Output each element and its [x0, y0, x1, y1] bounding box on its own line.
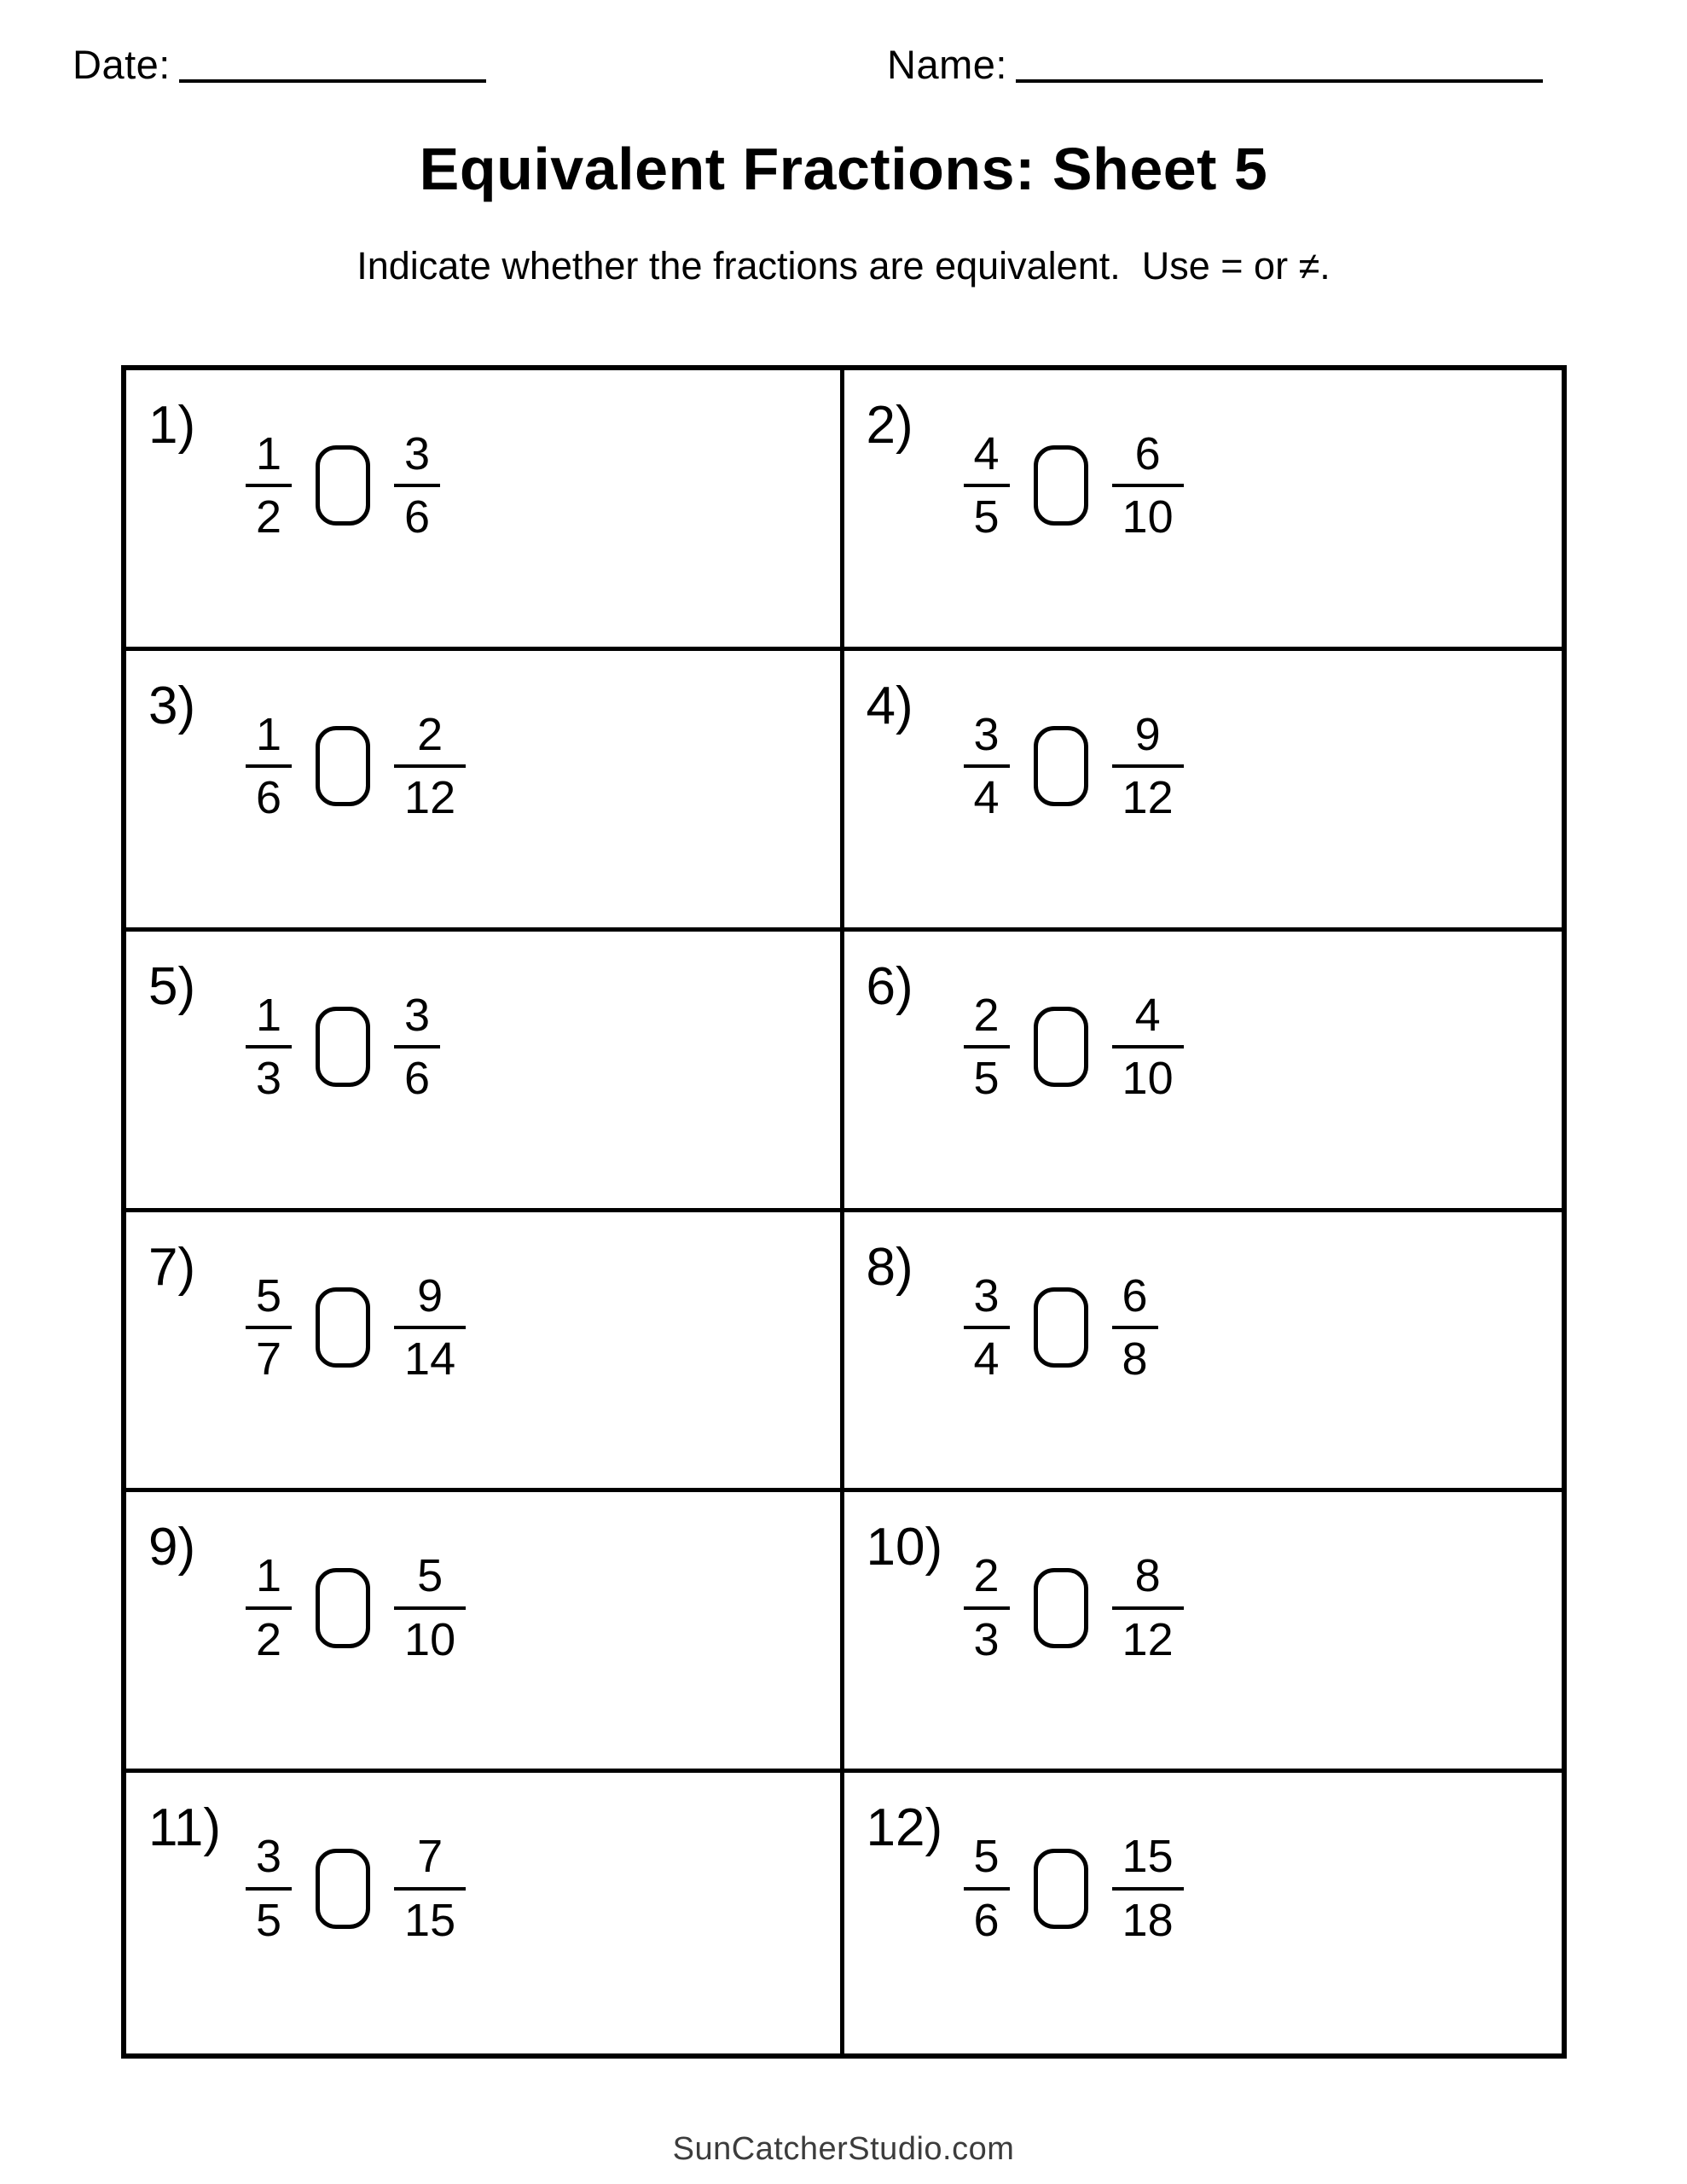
right-fraction-denominator: 12	[1122, 1613, 1174, 1665]
left-fraction	[246, 1550, 292, 1665]
left-fraction-denominator: 3	[256, 1053, 282, 1105]
right-fraction-numerator: 3	[394, 428, 440, 487]
problem-number: 12)	[866, 1798, 943, 1858]
left-fraction-denominator: 3	[973, 1613, 1000, 1665]
problem-cell-6	[844, 932, 1562, 1212]
answer-box[interactable]	[316, 726, 370, 806]
problem-cell-5	[126, 932, 844, 1212]
problem-cell-7	[126, 1212, 844, 1493]
right-fraction	[1112, 709, 1184, 824]
answer-box[interactable]	[1034, 445, 1088, 526]
right-fraction-numerator: 2	[394, 709, 466, 768]
left-fraction-denominator: 5	[973, 1053, 1000, 1105]
right-fraction-numerator: 9	[394, 1270, 466, 1329]
left-fraction	[964, 709, 1010, 824]
footer-credit: SunCatcherStudio.com	[672, 2131, 1015, 2167]
left-fraction-numerator: 3	[964, 1270, 1010, 1329]
problem-expression	[246, 1270, 466, 1385]
left-fraction-denominator: 7	[256, 1333, 282, 1385]
right-fraction	[394, 428, 440, 543]
right-fraction-numerator: 9	[1112, 709, 1184, 768]
right-fraction-numerator: 15	[1112, 1831, 1184, 1890]
answer-box[interactable]	[1034, 1287, 1088, 1368]
instructions-text: Indicate whether the fractions are equivalent. Use = or ≠.	[357, 244, 1330, 288]
page-title: Equivalent Fractions: Sheet 5	[419, 136, 1268, 202]
problem-cell-2	[844, 370, 1562, 651]
date-field	[72, 42, 486, 87]
problem-expression	[964, 1270, 1158, 1385]
problem-expression	[246, 990, 440, 1105]
right-fraction	[1112, 1831, 1184, 1946]
problem-number: 7)	[148, 1237, 196, 1297]
left-fraction-numerator: 1	[246, 709, 292, 768]
problem-cell-8	[844, 1212, 1562, 1493]
problem-expression	[246, 1550, 466, 1665]
worksheet-grid	[121, 365, 1567, 2059]
left-fraction-denominator: 5	[256, 1894, 282, 1946]
right-fraction-denominator: 12	[404, 772, 456, 824]
left-fraction-denominator: 4	[973, 772, 1000, 824]
problem-number: 2)	[866, 396, 913, 455]
left-fraction	[246, 428, 292, 543]
answer-box[interactable]	[1034, 1568, 1088, 1648]
right-fraction-denominator: 8	[1122, 1333, 1148, 1385]
left-fraction	[246, 1270, 292, 1385]
left-fraction-denominator: 6	[256, 772, 282, 824]
right-fraction-denominator: 6	[404, 491, 431, 543]
right-fraction-denominator: 15	[404, 1894, 456, 1946]
date-label: Date:	[72, 42, 171, 87]
problem-expression	[964, 428, 1184, 543]
problem-number: 3)	[148, 676, 196, 735]
problem-number: 10)	[866, 1518, 943, 1577]
left-fraction-numerator: 3	[964, 709, 1010, 768]
left-fraction	[964, 1550, 1010, 1665]
right-fraction	[1112, 1270, 1158, 1385]
right-fraction	[1112, 990, 1184, 1105]
name-line[interactable]	[1016, 79, 1543, 83]
right-fraction-denominator: 10	[1122, 491, 1174, 543]
problem-cell-11	[126, 1773, 844, 2053]
answer-box[interactable]	[316, 1568, 370, 1648]
right-fraction-denominator: 10	[404, 1613, 456, 1665]
right-fraction-numerator: 5	[394, 1550, 466, 1609]
left-fraction-numerator: 4	[964, 428, 1010, 487]
problem-cell-1	[126, 370, 844, 651]
left-fraction-numerator: 1	[246, 990, 292, 1048]
problem-expression	[964, 1831, 1184, 1946]
problem-number: 6)	[866, 956, 913, 1016]
right-fraction-denominator: 6	[404, 1053, 431, 1105]
left-fraction	[246, 990, 292, 1105]
right-fraction-denominator: 10	[1122, 1053, 1174, 1105]
right-fraction	[1112, 1550, 1184, 1665]
problem-number: 9)	[148, 1518, 196, 1577]
problem-expression	[246, 709, 466, 824]
left-fraction	[246, 709, 292, 824]
left-fraction-numerator: 1	[246, 1550, 292, 1609]
problem-cell-12	[844, 1773, 1562, 2053]
left-fraction-numerator: 3	[246, 1831, 292, 1890]
left-fraction-denominator: 6	[973, 1894, 1000, 1946]
problem-number: 4)	[866, 676, 913, 735]
right-fraction	[394, 1831, 466, 1946]
answer-box[interactable]	[1034, 726, 1088, 806]
left-fraction	[964, 1270, 1010, 1385]
problem-cell-10	[844, 1492, 1562, 1773]
left-fraction-numerator: 1	[246, 428, 292, 487]
right-fraction-numerator: 6	[1112, 428, 1184, 487]
left-fraction	[964, 990, 1010, 1105]
problem-number: 11)	[148, 1798, 222, 1858]
right-fraction-denominator: 14	[404, 1333, 456, 1385]
problem-expression	[246, 428, 440, 543]
name-label: Name:	[887, 42, 1007, 87]
problem-cell-9	[126, 1492, 844, 1773]
date-line[interactable]	[179, 79, 486, 83]
right-fraction-denominator: 18	[1122, 1894, 1174, 1946]
problem-expression	[964, 990, 1184, 1105]
right-fraction	[394, 1550, 466, 1665]
right-fraction-numerator: 7	[394, 1831, 466, 1890]
left-fraction-denominator: 5	[973, 491, 1000, 543]
name-field	[887, 42, 1543, 87]
answer-box[interactable]	[1034, 1849, 1088, 1929]
left-fraction-denominator: 2	[256, 1613, 282, 1665]
right-fraction-numerator: 3	[394, 990, 440, 1048]
problem-expression	[246, 1831, 466, 1946]
left-fraction	[964, 428, 1010, 543]
answer-box[interactable]	[1034, 1007, 1088, 1087]
left-fraction-denominator: 2	[256, 491, 282, 543]
right-fraction-numerator: 4	[1112, 990, 1184, 1048]
problem-number: 1)	[148, 396, 196, 455]
right-fraction-numerator: 6	[1112, 1270, 1158, 1329]
problem-cell-4	[844, 651, 1562, 932]
right-fraction	[394, 1270, 466, 1385]
right-fraction	[394, 990, 440, 1105]
problem-expression	[964, 709, 1184, 824]
answer-box[interactable]	[316, 1007, 370, 1087]
answer-box[interactable]	[316, 1287, 370, 1368]
answer-box[interactable]	[316, 1849, 370, 1929]
left-fraction	[964, 1831, 1010, 1946]
problem-number: 8)	[866, 1237, 913, 1297]
right-fraction	[394, 709, 466, 824]
left-fraction-numerator: 2	[964, 1550, 1010, 1609]
left-fraction-numerator: 2	[964, 990, 1010, 1048]
right-fraction	[1112, 428, 1184, 543]
problem-expression	[964, 1550, 1184, 1665]
right-fraction-numerator: 8	[1112, 1550, 1184, 1609]
left-fraction-numerator: 5	[964, 1831, 1010, 1890]
right-fraction-denominator: 12	[1122, 772, 1174, 824]
answer-box[interactable]	[316, 445, 370, 526]
left-fraction-numerator: 5	[246, 1270, 292, 1329]
left-fraction	[246, 1831, 292, 1946]
problem-number: 5)	[148, 956, 196, 1016]
left-fraction-denominator: 4	[973, 1333, 1000, 1385]
problem-cell-3	[126, 651, 844, 932]
